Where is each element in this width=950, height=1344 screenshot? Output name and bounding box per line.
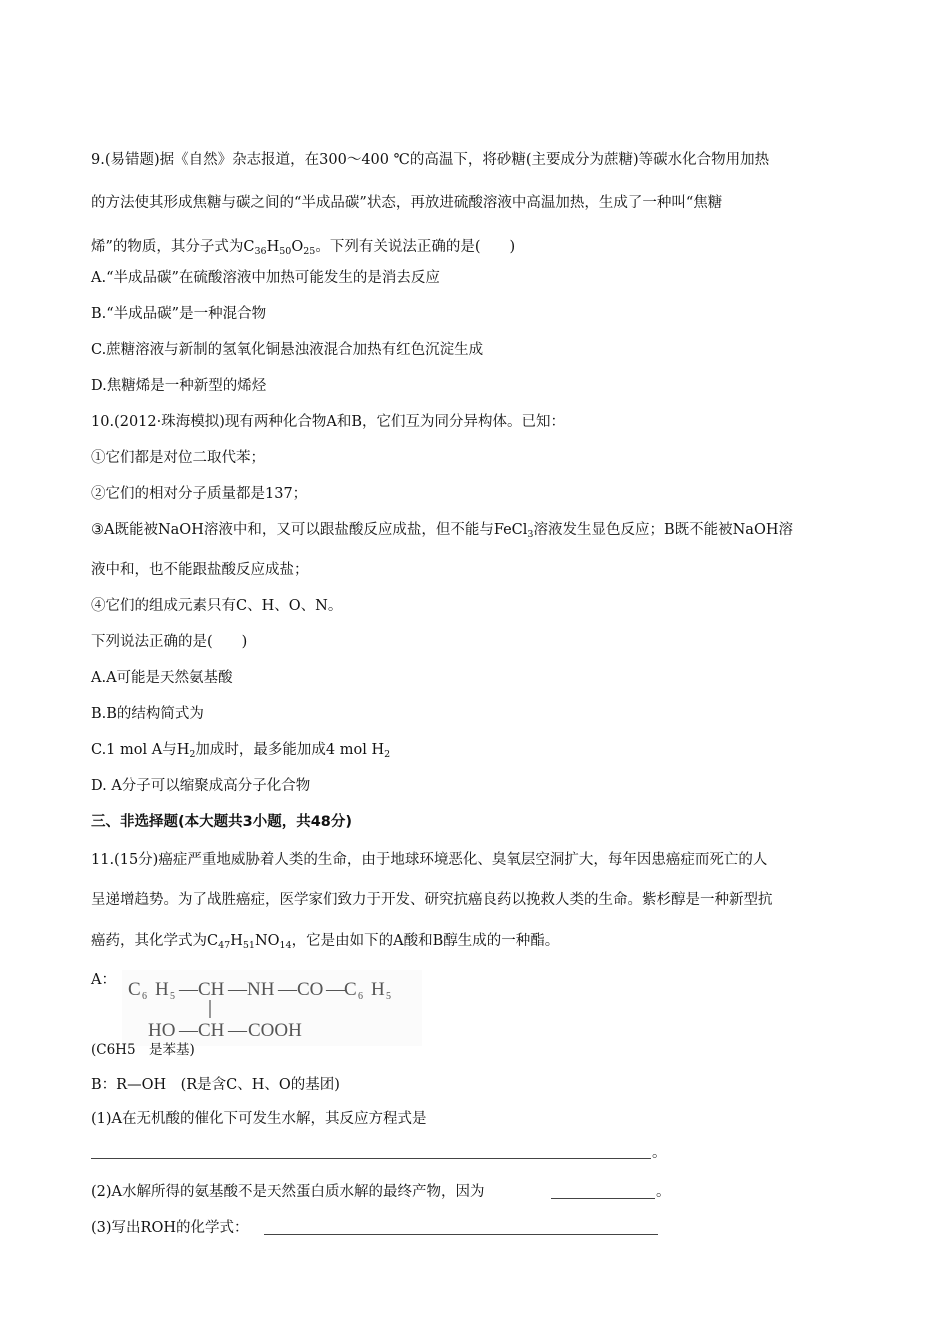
- formula-bond: —: [228, 979, 247, 1000]
- formula-bond: —: [179, 979, 198, 1000]
- q11-b-label: B：R—OH (R是含C、H、O的基团): [91, 1077, 340, 1093]
- formula-subscript: 6: [358, 991, 363, 1002]
- subscript: 14: [279, 940, 292, 951]
- structural-formula-svg: [122, 970, 422, 1046]
- q10-condition-3-text: 溶液发生显色反应；B既不能被NaOH溶: [533, 522, 793, 538]
- q10-condition-2: ②它们的相对分子质量都是137；: [91, 486, 308, 502]
- section-heading: 三、非选择题(本大题共3小题，共48分): [91, 814, 353, 830]
- q10-option-a: A.A可能是天然氨基酸: [91, 670, 233, 686]
- q11-line-3-text: NO: [254, 933, 280, 949]
- q11-part-1-end: 。: [652, 1145, 667, 1161]
- structural-formula-a: [122, 970, 422, 1046]
- q9-option-b: B.“半成品碳”是一种混合物: [91, 306, 267, 322]
- formula-atom: HO: [148, 1020, 176, 1041]
- q10-option-c-text: C.1 mol A与H: [91, 742, 190, 758]
- q10-option-d: D. A分子可以缩聚成高分子化合物: [91, 778, 311, 794]
- q10-line-1: 10.(2012·珠海模拟)现有两种化合物A和B，它们互为同分异构体。已知：: [91, 414, 566, 430]
- q9-line-3-text: H: [266, 239, 280, 255]
- formula-atom: CH: [198, 979, 225, 1000]
- formula-atom: CO: [297, 979, 324, 1000]
- q10-condition-3-cont: 液中和，也不能跟盐酸反应成盐；: [91, 562, 309, 578]
- q10-option-c-text: 加成时，最多能加成4 mol H: [195, 742, 385, 758]
- q10-condition-3: [91, 520, 793, 545]
- subscript: 3: [527, 529, 534, 540]
- formula-subscript: 5: [170, 991, 175, 1002]
- answer-blank-1[interactable]: [91, 1158, 651, 1159]
- q11-part-2: (2)A水解所得的氨基酸不是天然蛋白质水解的最终产物，因为: [91, 1184, 485, 1200]
- formula-subscript: 6: [142, 991, 147, 1002]
- q11-a-label: A：: [91, 972, 116, 988]
- q11-line-2: 呈递增趋势。为了战胜癌症，医学家们致力于开发、研究抗癌良药以挽救人类的生命。紫杉醇是一种新型抗: [91, 892, 773, 908]
- subscript: 51: [242, 940, 255, 951]
- q11-part-1: (1)A在无机酸的催化下可发生水解，其反应方程式是: [91, 1111, 427, 1127]
- formula-bond: —: [228, 1020, 247, 1041]
- q10-condition-4: ④它们的组成元素只有C、H、O、N。: [91, 598, 343, 614]
- subscript: 2: [189, 749, 196, 760]
- formula-subscript: 5: [386, 991, 391, 1002]
- formula-atom: H: [155, 979, 169, 1000]
- formula-bond: —: [179, 1020, 198, 1041]
- q10-ask: 下列说法正确的是( ): [91, 634, 248, 650]
- formula-atom: NH: [247, 979, 275, 1000]
- q9-line-3-text: 烯”的物质，其分子式为C: [91, 239, 255, 255]
- formula-atom: CH: [198, 1020, 225, 1041]
- subscript: 47: [218, 940, 231, 951]
- formula-bond: —: [278, 979, 297, 1000]
- q11-part-3: (3)写出ROH的化学式：: [91, 1220, 249, 1236]
- q11-line-1: 11.(15分)癌症严重地威胁着人类的生命，由于地球环境恶化、臭氧层空洞扩大，每年因患癌症而死亡的人: [91, 852, 768, 868]
- subscript: 36: [254, 246, 267, 257]
- subscript: 50: [279, 246, 292, 257]
- q9-option-a: A.“半成品碳”在硫酸溶液中加热可能发生的是消去反应: [91, 270, 440, 286]
- q11-line-3: [91, 931, 559, 956]
- formula-atom: C: [128, 979, 141, 1000]
- formula-atom: COOH: [248, 1020, 302, 1041]
- q11-line-3-text: H: [230, 933, 243, 949]
- q10-option-c: [91, 740, 390, 765]
- svg-text:HO — CH: [148, 1020, 302, 1041]
- subscript: 25: [303, 246, 316, 257]
- formula-atom: C: [344, 979, 357, 1000]
- q10-option-b: B.B的结构简式为: [91, 706, 204, 722]
- q9-option-c: C.蔗糖溶液与新制的氢氧化铜悬浊液混合加热有红色沉淀生成: [91, 342, 484, 358]
- q9-line-3-text: 。下列有关说法正确的是( ): [315, 239, 516, 255]
- q10-condition-3-text: ③A既能被NaOH溶液中和，又可以跟盐酸反应成盐，但不能与FeCl: [91, 522, 528, 538]
- answer-blank-3[interactable]: [264, 1234, 658, 1235]
- svg-text:C 6 H: [128, 979, 391, 1004]
- q9-line-3: [91, 237, 515, 262]
- q11-line-3-text: ，它是由如下的A酸和B醇生成的一种酯。: [291, 933, 560, 949]
- q11-part-2-end: 。: [656, 1184, 671, 1200]
- q9-option-d: D.焦糖烯是一种新型的烯烃: [91, 378, 267, 394]
- formula-atom: H: [371, 979, 385, 1000]
- answer-blank-2[interactable]: [551, 1198, 655, 1199]
- subscript: 2: [384, 749, 391, 760]
- q9-line-3-text: O: [291, 239, 304, 255]
- q9-line-2: 的方法使其形成焦糖与碳之间的“半成品碳”状态，再放进硫酸溶液中高温加热，生成了一种叫“焦糖: [91, 195, 723, 211]
- q11-line-3-text: 癌药，其化学式为C: [91, 933, 219, 949]
- q11-phenyl-note: (C6H5 是苯基): [91, 1042, 195, 1058]
- q10-condition-1: ①它们都是对位二取代苯；: [91, 450, 265, 466]
- formula-bond: —: [326, 979, 345, 1000]
- q9-line-1: 9.(易错题)据《自然》杂志报道，在300～400 ℃的高温下，将砂糖(主要成分为蔗糖)等碳水化合物用加热: [91, 152, 770, 168]
